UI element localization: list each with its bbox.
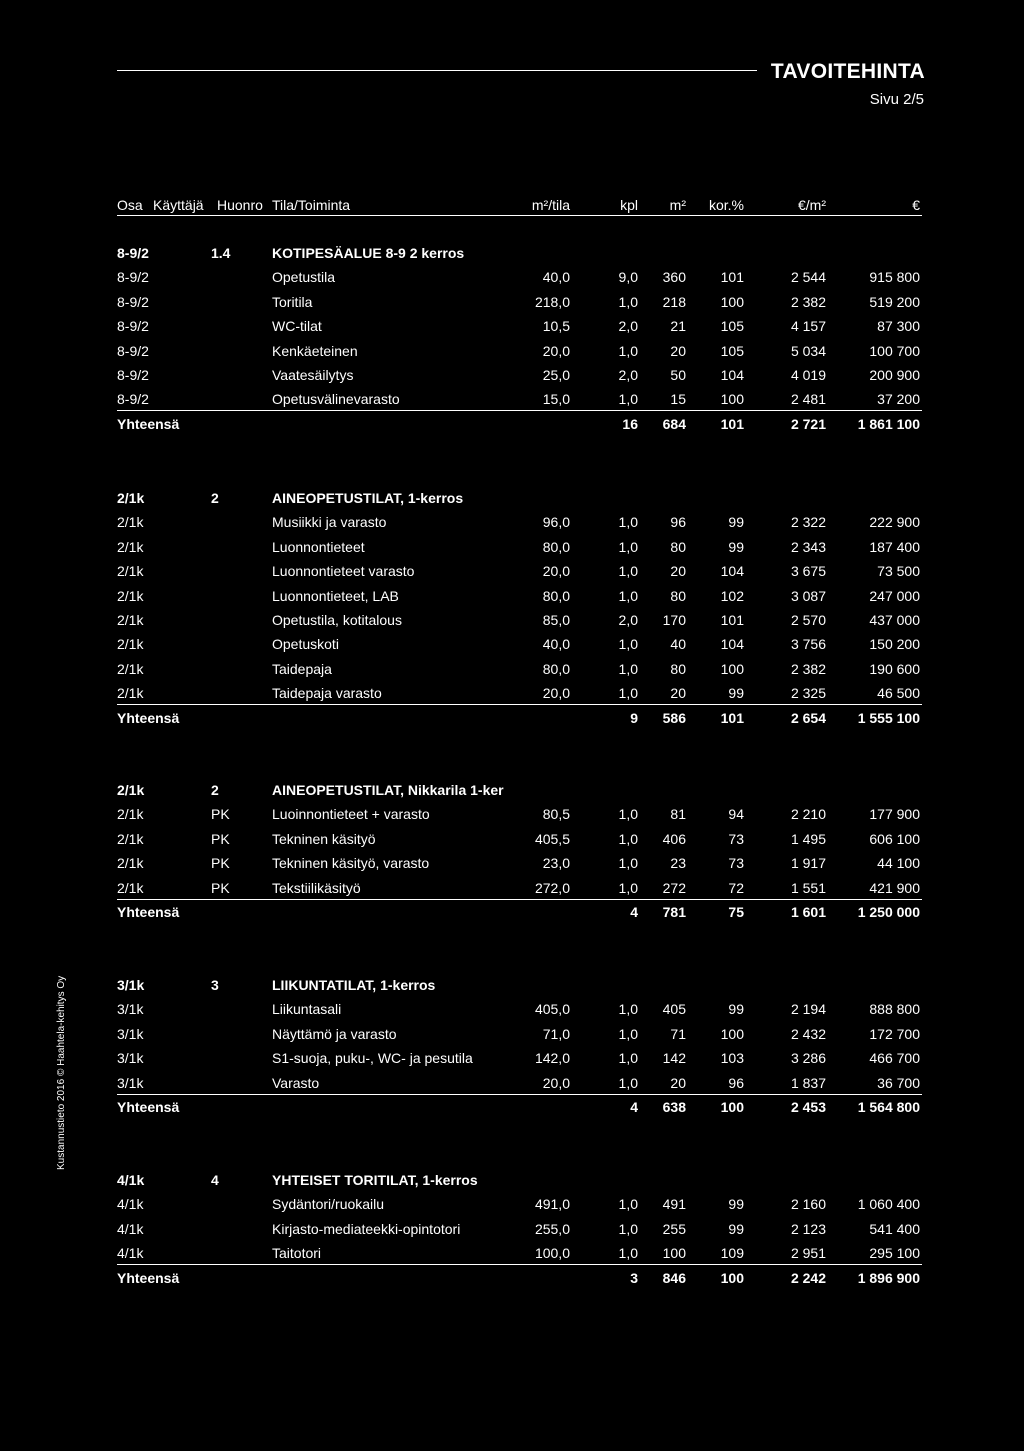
cell-eur: 100 700 [869, 342, 920, 359]
cell-eur: 46 500 [877, 685, 920, 702]
cell-osa: 8-9/2 [117, 342, 149, 359]
cell-kor: 105 [720, 342, 744, 359]
total-kpl: 4 [630, 904, 638, 920]
cell-kor: 103 [720, 1050, 744, 1067]
document-title: TAVOITEHINTA [770, 60, 925, 83]
cell-tila: Opetuskoti [272, 636, 339, 653]
table-row [117, 268, 922, 288]
cell-e-m2: 4 019 [790, 367, 826, 383]
cell-kor: 101 [720, 612, 744, 628]
cell-kor: 100 [720, 293, 744, 310]
cell-m2-tila: 96,0 [542, 514, 570, 531]
cell-osa: 8-9/2 [117, 318, 149, 335]
cell-m2: 80 [670, 538, 686, 555]
table-row [117, 366, 922, 386]
cell-huonro: PK [211, 830, 230, 847]
cell-kpl: 1,0 [618, 1220, 638, 1237]
cell-kpl: 1,0 [618, 514, 638, 531]
cell-m2: 81 [670, 806, 686, 823]
total-row [117, 1098, 922, 1118]
cell-e-m2: 2 382 [790, 660, 826, 677]
cell-e-m2: 2 343 [790, 538, 826, 555]
cell-kor: 96 [728, 1074, 744, 1091]
cell-e-m2: 1 551 [790, 879, 826, 896]
total-label: Yhteensä [117, 415, 180, 432]
cell-m2: 406 [662, 830, 686, 847]
cell-e-m2: 3 675 [790, 563, 826, 580]
cell-m2-tila: 20,0 [542, 342, 570, 359]
cell-m2: 50 [670, 367, 686, 383]
cell-tila: Musiikki ja varasto [272, 514, 387, 531]
table-row [117, 1195, 922, 1215]
cell-tila: Varasto [272, 1074, 320, 1091]
cell-m2: 405 [662, 1001, 686, 1018]
cell-eur: 541 400 [869, 1220, 920, 1237]
total-m2: 846 [662, 1269, 686, 1286]
section-kayttaja: 2 [211, 490, 219, 506]
section-osa: 3/1k [117, 977, 145, 993]
cell-kpl: 1,0 [618, 660, 638, 677]
cell-kor: 104 [720, 636, 744, 653]
table-row [117, 854, 922, 874]
cell-kpl: 1,0 [618, 685, 638, 702]
cell-kor: 94 [728, 806, 744, 823]
cell-m2-tila: 272,0 [534, 879, 570, 896]
total-row [117, 415, 922, 435]
cell-m2-tila: 20,0 [542, 685, 570, 702]
cell-tila: Luoinnontieteet + varasto [272, 806, 430, 823]
section-title: AINEOPETUSTILAT, 1-kerros [272, 490, 464, 506]
section-osa: 8-9/2 [117, 245, 149, 261]
cell-kpl: 1,0 [618, 587, 638, 604]
section-kayttaja: 3 [211, 977, 219, 993]
cell-eur: 150 200 [869, 636, 920, 653]
cell-tila: WC-tilat [272, 318, 322, 335]
table-row [117, 635, 922, 655]
section-heading [117, 976, 922, 996]
total-e-m2: 2 242 [790, 1269, 826, 1286]
cell-e-m2: 5 034 [790, 342, 826, 359]
cell-eur: 519 200 [869, 293, 920, 310]
cell-osa: 2/1k [117, 806, 144, 823]
cell-eur: 888 800 [869, 1001, 920, 1018]
cell-e-m2: 3 286 [790, 1050, 826, 1067]
cell-kpl: 1,0 [618, 538, 638, 555]
total-row [117, 709, 922, 729]
table-row [117, 611, 922, 631]
cell-kpl: 1,0 [618, 342, 638, 359]
cell-m2-tila: 40,0 [542, 269, 570, 286]
cell-m2-tila: 142,0 [534, 1050, 570, 1067]
cell-e-m2: 3 756 [790, 636, 826, 653]
total-kor: 101 [720, 709, 744, 726]
total-kpl: 3 [630, 1269, 638, 1286]
total-label: Yhteensä [117, 1269, 180, 1286]
cell-osa: 4/1k [117, 1196, 144, 1213]
table-row [117, 830, 922, 850]
cell-kpl: 1,0 [618, 293, 638, 310]
cell-m2-tila: 491,0 [534, 1196, 570, 1213]
cell-osa: 8-9/2 [117, 293, 149, 310]
cell-kpl: 2,0 [618, 318, 638, 335]
cell-e-m2: 1 495 [790, 830, 826, 847]
table-row [117, 805, 922, 825]
cell-e-m2: 1 917 [790, 855, 826, 872]
cell-tila: Luonnontieteet, LAB [272, 587, 399, 604]
cell-e-m2: 2 322 [790, 514, 826, 531]
cell-osa: 2/1k [117, 660, 144, 677]
cell-m2: 20 [670, 563, 686, 580]
total-m2: 586 [662, 709, 686, 726]
cell-kpl: 1,0 [618, 1245, 638, 1262]
section-title: KOTIPESÄALUE 8-9 2 kerros [272, 245, 465, 261]
cell-tila: Opetustila [272, 269, 336, 286]
total-e-m2: 2 453 [790, 1099, 826, 1115]
table-row [117, 513, 922, 533]
cell-m2: 272 [662, 879, 686, 896]
cell-osa: 4/1k [117, 1245, 144, 1262]
cell-kor: 105 [720, 318, 744, 335]
cell-m2: 80 [670, 660, 686, 677]
section-heading [117, 1171, 922, 1191]
cell-kpl: 1,0 [618, 806, 638, 823]
table-row [117, 879, 922, 900]
section-heading [117, 244, 922, 264]
col-m2-tila: m²/tila [531, 197, 570, 213]
cell-tila: Tekstiilikäsityö [272, 879, 361, 896]
cell-eur: 73 500 [877, 563, 920, 580]
cell-kor: 73 [728, 855, 744, 872]
cell-e-m2: 2 481 [790, 391, 826, 408]
cell-osa: 8-9/2 [117, 391, 149, 408]
cell-e-m2: 2 432 [790, 1025, 826, 1042]
cell-kpl: 1,0 [618, 879, 638, 896]
cell-huonro: PK [211, 879, 230, 896]
cell-e-m2: 2 544 [790, 269, 826, 286]
section-kayttaja: 2 [211, 782, 219, 798]
cell-osa: 2/1k [117, 855, 144, 872]
cell-tila: Toritila [272, 293, 313, 310]
cell-kor: 73 [728, 830, 744, 847]
cell-osa: 2/1k [117, 587, 144, 604]
total-kpl: 9 [630, 709, 638, 726]
table-row [117, 660, 922, 680]
section-kayttaja: 4 [211, 1172, 219, 1188]
cell-osa: 3/1k [117, 1074, 144, 1091]
cell-m2-tila: 71,0 [542, 1025, 570, 1042]
cell-m2: 142 [662, 1050, 686, 1067]
col-tila: Tila/Toiminta [272, 197, 351, 213]
col-osa: Osa [117, 197, 143, 213]
cell-osa: 2/1k [117, 514, 144, 531]
cell-kor: 99 [728, 538, 744, 555]
cell-eur: 200 900 [869, 367, 920, 383]
cell-m2: 40 [670, 636, 686, 653]
cell-kor: 99 [728, 1220, 744, 1237]
cell-m2-tila: 23,0 [542, 855, 570, 872]
section-title: YHTEISET TORITILAT, 1-kerros [272, 1172, 478, 1188]
table-row [117, 293, 922, 313]
column-header-row [117, 196, 922, 216]
cell-e-m2: 3 087 [790, 587, 826, 604]
cell-eur: 190 600 [869, 660, 920, 677]
col-huonro: Huonro [217, 197, 263, 213]
cell-tila: Sydäntori/ruokailu [272, 1196, 385, 1213]
cell-m2-tila: 218,0 [534, 293, 570, 310]
table-row [117, 1244, 922, 1265]
table-row [117, 1025, 922, 1045]
cell-huonro: PK [211, 806, 230, 823]
header-rule [117, 70, 757, 71]
cell-m2-tila: 405,5 [534, 830, 570, 847]
cell-m2-tila: 80,0 [542, 587, 570, 604]
cell-e-m2: 2 951 [790, 1245, 826, 1262]
total-row [117, 1269, 922, 1289]
cell-e-m2: 1 837 [790, 1074, 826, 1091]
cell-kpl: 1,0 [618, 1050, 638, 1067]
cell-m2: 491 [662, 1196, 686, 1213]
section-title: AINEOPETUSTILAT, Nikkarila 1-ker [272, 782, 504, 798]
cell-e-m2: 2 382 [790, 293, 826, 310]
cell-tila: Taidepaja varasto [272, 685, 382, 702]
cell-kpl: 1,0 [618, 855, 638, 872]
table-row [117, 342, 922, 362]
cell-tila: Tekninen käsityö [272, 830, 376, 847]
total-eur: 1 896 900 [857, 1269, 920, 1286]
cell-m2: 20 [670, 342, 686, 359]
col-kor: kor.% [708, 197, 744, 213]
cell-m2-tila: 20,0 [542, 563, 570, 580]
cell-eur: 177 900 [869, 806, 920, 823]
total-label: Yhteensä [117, 1099, 180, 1115]
cell-osa: 2/1k [117, 636, 144, 653]
cell-m2-tila: 20,0 [542, 1074, 570, 1091]
page-number: Sivu 2/5 [869, 91, 924, 108]
cell-m2: 20 [670, 685, 686, 702]
total-e-m2: 2 654 [790, 709, 826, 726]
cell-tila: Taidepaja [272, 660, 332, 677]
cell-tila: Luonnontieteet [272, 538, 365, 555]
cell-m2: 360 [662, 269, 686, 286]
cell-m2-tila: 255,0 [534, 1220, 570, 1237]
cell-e-m2: 2 123 [790, 1220, 826, 1237]
total-kor: 100 [720, 1269, 744, 1286]
cell-osa: 2/1k [117, 538, 144, 555]
cell-m2: 218 [662, 293, 686, 310]
cell-kor: 99 [728, 1001, 744, 1018]
cell-osa: 8-9/2 [117, 367, 149, 383]
cell-osa: 2/1k [117, 612, 144, 628]
cell-kor: 99 [728, 1196, 744, 1213]
cell-osa: 2/1k [117, 879, 144, 896]
cell-eur: 295 100 [869, 1245, 920, 1262]
cell-kor: 99 [728, 685, 744, 702]
cell-m2-tila: 80,0 [542, 538, 570, 555]
cell-kpl: 1,0 [618, 636, 638, 653]
cell-e-m2: 2 194 [790, 1001, 826, 1018]
cell-tila: Luonnontieteet varasto [272, 563, 415, 580]
cell-kor: 72 [728, 879, 744, 896]
table-row [117, 317, 922, 337]
cell-osa: 2/1k [117, 830, 144, 847]
cell-tila: Kirjasto-mediateekki-opintotori [272, 1220, 461, 1237]
total-row [117, 903, 922, 923]
table-row [117, 1074, 922, 1095]
cell-kor: 100 [720, 660, 744, 677]
cell-tila: Taitotori [272, 1245, 322, 1262]
cell-eur: 44 100 [877, 855, 920, 872]
total-m2: 684 [662, 415, 686, 432]
cell-kpl: 1,0 [618, 563, 638, 580]
total-label: Yhteensä [117, 904, 180, 920]
cell-kor: 100 [720, 1025, 744, 1042]
cell-m2-tila: 100,0 [534, 1245, 570, 1262]
cell-m2-tila: 80,0 [542, 660, 570, 677]
col-kayttaja: Käyttäjä [153, 197, 204, 213]
cell-tila: Opetustila, kotitalous [272, 612, 402, 628]
cell-tila: Opetusvälinevarasto [272, 391, 400, 408]
table-row [117, 1049, 922, 1069]
cell-eur: 1 060 400 [857, 1196, 920, 1213]
cell-tila: Liikuntasali [272, 1001, 342, 1018]
cell-kor: 104 [720, 563, 744, 580]
total-e-m2: 2 721 [790, 415, 826, 432]
cell-eur: 87 300 [877, 318, 920, 335]
total-kpl: 16 [622, 415, 638, 432]
cell-tila: S1-suoja, puku-, WC- ja pesutila [272, 1050, 473, 1067]
cell-e-m2: 2 210 [790, 806, 826, 823]
cell-kpl: 1,0 [618, 1001, 638, 1018]
cell-m2: 255 [662, 1220, 686, 1237]
cell-kpl: 1,0 [618, 1074, 638, 1091]
cell-e-m2: 4 157 [790, 318, 826, 335]
cell-kor: 100 [720, 391, 744, 408]
section-osa: 2/1k [117, 782, 145, 798]
total-kor: 101 [720, 415, 744, 432]
col-e-m2: €/m² [798, 197, 826, 213]
cell-eur: 222 900 [869, 514, 920, 531]
cell-m2-tila: 25,0 [542, 367, 570, 383]
section-heading [117, 489, 922, 509]
cell-m2: 21 [670, 318, 686, 335]
cell-kpl: 2,0 [618, 612, 638, 628]
cell-e-m2: 2 570 [790, 612, 826, 628]
cell-kor: 102 [720, 587, 744, 604]
cell-m2-tila: 10,5 [542, 318, 570, 335]
cell-osa: 3/1k [117, 1025, 144, 1042]
section-title: LIIKUNTATILAT, 1-kerros [272, 977, 436, 993]
total-kpl: 4 [630, 1099, 638, 1115]
total-label: Yhteensä [117, 709, 180, 726]
total-eur: 1 861 100 [857, 415, 920, 432]
cell-m2-tila: 15,0 [542, 391, 570, 408]
cell-huonro: PK [211, 855, 230, 872]
cell-eur: 187 400 [869, 538, 920, 555]
cell-osa: 4/1k [117, 1220, 144, 1237]
cell-osa: 2/1k [117, 563, 144, 580]
cell-m2-tila: 40,0 [542, 636, 570, 653]
cell-m2: 80 [670, 587, 686, 604]
section-osa: 2/1k [117, 490, 145, 506]
cell-tila: Tekninen käsityö, varasto [272, 855, 430, 872]
cell-eur: 36 700 [877, 1074, 920, 1091]
cell-osa: 3/1k [117, 1050, 144, 1067]
cell-e-m2: 2 160 [790, 1196, 826, 1213]
col-eur: € [912, 197, 920, 213]
section-kayttaja: 1.4 [211, 245, 231, 261]
cell-m2: 96 [670, 514, 686, 531]
cell-m2-tila: 405,0 [534, 1001, 570, 1018]
total-kor: 75 [728, 904, 744, 920]
table-row [117, 684, 922, 705]
cell-kpl: 1,0 [618, 1196, 638, 1213]
cell-kpl: 2,0 [618, 367, 638, 383]
total-e-m2: 1 601 [790, 904, 826, 920]
cell-m2: 20 [670, 1074, 686, 1091]
cell-m2: 71 [670, 1025, 686, 1042]
col-m2: m² [669, 197, 686, 213]
total-kor: 100 [720, 1099, 744, 1115]
total-eur: 1 250 000 [857, 904, 920, 920]
cell-kpl: 1,0 [618, 391, 638, 408]
table-row [117, 1000, 922, 1020]
cell-e-m2: 2 325 [790, 685, 826, 702]
cell-kpl: 9,0 [618, 269, 638, 286]
col-kpl: kpl [620, 197, 638, 213]
cell-eur: 421 900 [869, 879, 920, 896]
cell-eur: 915 800 [869, 269, 920, 286]
cell-osa: 2/1k [117, 685, 144, 702]
cell-m2-tila: 80,5 [542, 806, 570, 823]
section-osa: 4/1k [117, 1172, 145, 1188]
copyright-side-text: Kustannustieto 2016 © Haahtela-kehitys Oy [56, 975, 67, 1170]
total-m2: 781 [662, 904, 686, 920]
section-heading [117, 781, 922, 801]
cell-kor: 104 [720, 367, 744, 383]
total-eur: 1 564 800 [857, 1099, 920, 1115]
cell-kor: 99 [728, 514, 744, 531]
table-row [117, 390, 922, 411]
cell-eur: 437 000 [869, 612, 920, 628]
cell-kor: 109 [720, 1245, 744, 1262]
cell-m2: 15 [670, 391, 686, 408]
cell-m2: 23 [670, 855, 686, 872]
cell-eur: 247 000 [869, 587, 920, 604]
cell-m2-tila: 85,0 [542, 612, 570, 628]
cell-osa: 8-9/2 [117, 269, 149, 286]
cell-osa: 3/1k [117, 1001, 144, 1018]
cell-kpl: 1,0 [618, 830, 638, 847]
cell-tila: Vaatesäilytys [272, 367, 354, 383]
cell-tila: Näyttämö ja varasto [272, 1025, 397, 1042]
table-row [117, 538, 922, 558]
table-row [117, 1220, 922, 1240]
cell-eur: 172 700 [869, 1025, 920, 1042]
cell-eur: 606 100 [869, 830, 920, 847]
total-eur: 1 555 100 [857, 709, 920, 726]
cell-eur: 37 200 [877, 391, 920, 408]
cell-m2: 170 [662, 612, 686, 628]
cell-kor: 101 [720, 269, 744, 286]
cell-eur: 466 700 [869, 1050, 920, 1067]
table-row [117, 562, 922, 582]
table-row [117, 587, 922, 607]
total-m2: 638 [662, 1099, 686, 1115]
cell-tila: Kenkäeteinen [272, 342, 358, 359]
cell-m2: 100 [662, 1245, 686, 1262]
cell-kpl: 1,0 [618, 1025, 638, 1042]
